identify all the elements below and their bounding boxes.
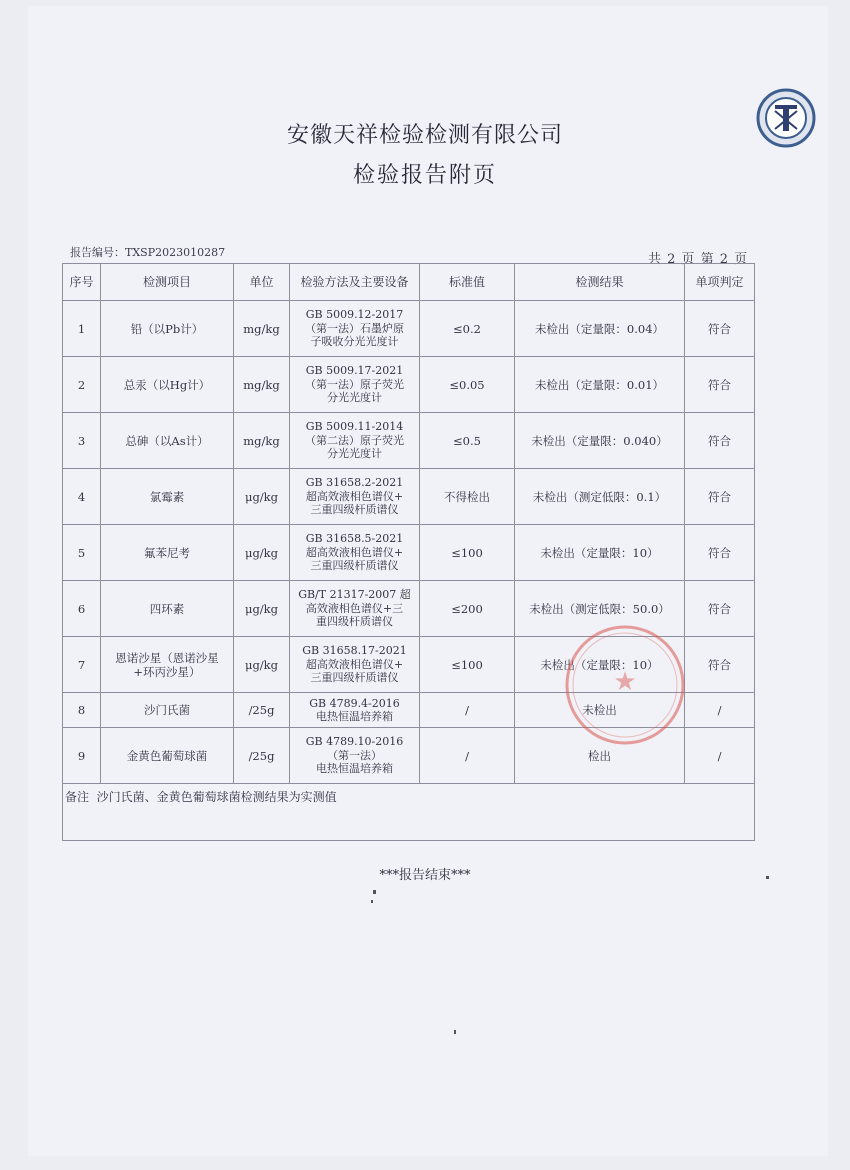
row-result: 未检出（测定低限：0.1）: [515, 469, 685, 525]
row-standard: ≤100: [420, 637, 515, 693]
row-item: 金黄色葡萄球菌: [101, 728, 234, 784]
method-line: 分光光度计: [327, 447, 382, 461]
table-row: [63, 469, 755, 525]
table-row: [63, 525, 755, 581]
col-header: 检测项目: [101, 264, 234, 301]
method-line: GB 5009.12-2017: [305, 308, 404, 322]
row-method: [290, 413, 420, 469]
row-unit: mg/kg: [234, 357, 290, 413]
method-line: GB 31658.2-2021: [305, 476, 404, 490]
company-name: 安徽天祥检验检测有限公司: [286, 123, 563, 148]
table-row: [63, 357, 755, 413]
row-result: 未检出（测定低限：50.0）: [515, 581, 685, 637]
row-standard: ≤0.5: [420, 413, 515, 469]
row-unit: μg/kg: [234, 581, 290, 637]
row-unit: /25g: [234, 728, 290, 784]
row-result: 未检出（定量限：0.04）: [515, 301, 685, 357]
row-no: 2: [63, 357, 101, 413]
remark-cell: [63, 784, 755, 841]
remark-text: 沙门氏菌、金黄色葡萄球菌检测结果为实测值: [96, 790, 337, 804]
row-method: [290, 693, 420, 728]
table-header-row: [63, 264, 755, 301]
method-line: GB 5009.17-2021: [305, 364, 404, 378]
method-line: 三重四级杆质谱仪: [310, 671, 399, 685]
row-no: 9: [63, 728, 101, 784]
row-item: 沙门氏菌: [101, 693, 234, 728]
col-header: 单项判定: [685, 264, 755, 301]
method-line: （第一法）原子荧光: [305, 377, 404, 391]
row-standard: 不得检出: [420, 469, 515, 525]
row-standard: ≤0.2: [420, 301, 515, 357]
method-line: 三重四级杆质谱仪: [310, 559, 399, 573]
report-end: ***报告结束***: [379, 868, 471, 883]
row-standard: /: [420, 728, 515, 784]
method-line: GB 4789.10-2016: [305, 735, 404, 749]
method-line: 电热恒温培养箱: [316, 762, 393, 776]
row-result: 未检出（定量限：0.01）: [515, 357, 685, 413]
row-verdict: 符合: [685, 357, 755, 413]
method-line: 超高效液相色谱仪+: [305, 489, 404, 503]
row-no: 6: [63, 581, 101, 637]
row-method: [290, 728, 420, 784]
page-info: 共 2 页 第 2 页: [648, 252, 749, 267]
row-item: 总汞（以Hg计）: [101, 357, 234, 413]
row-no: 1: [63, 301, 101, 357]
method-line: GB 5009.11-2014: [305, 420, 404, 434]
remark-row: [63, 784, 755, 841]
table-row: [63, 413, 755, 469]
row-result: 未检出（定量限：10）: [515, 637, 685, 693]
row-result: 未检出: [515, 693, 685, 728]
method-line: （第二法）原子荧光: [305, 433, 404, 447]
row-unit: μg/kg: [234, 525, 290, 581]
col-header: 检测结果: [515, 264, 685, 301]
row-verdict: 符合: [685, 469, 755, 525]
table-row: [63, 301, 755, 357]
scan-speck: [454, 1030, 456, 1034]
remark-label: 备注: [65, 790, 90, 804]
method-line: 超高效液相色谱仪+: [305, 657, 404, 671]
row-no: 3: [63, 413, 101, 469]
method-line: GB/T 21317-2007 超: [298, 588, 411, 602]
row-verdict: 符合: [685, 525, 755, 581]
method-line: GB 4789.4-2016: [309, 696, 400, 710]
report-number: 报告编号：TXSP2023010287: [70, 246, 226, 259]
method-line: 子吸收分光光度计: [310, 335, 399, 349]
table-row: [63, 581, 755, 637]
row-standard: ≤100: [420, 525, 515, 581]
method-line: GB 31658.17-2021: [302, 644, 407, 658]
row-verdict: 符合: [685, 581, 755, 637]
row-standard: ≤0.05: [420, 357, 515, 413]
method-line: 分光光度计: [327, 391, 382, 405]
item-line: +环丙沙星）: [133, 664, 201, 679]
row-verdict: /: [685, 728, 755, 784]
row-item: [101, 637, 234, 693]
row-method: [290, 525, 420, 581]
row-verdict: 符合: [685, 413, 755, 469]
table-row: [63, 693, 755, 728]
table-row: [63, 728, 755, 784]
row-verdict: /: [685, 693, 755, 728]
row-method: [290, 581, 420, 637]
scan-speck: [373, 890, 376, 894]
row-unit: mg/kg: [234, 413, 290, 469]
table-row: [63, 637, 755, 693]
row-item: 四环素: [101, 581, 234, 637]
row-method: [290, 301, 420, 357]
scan-speck: [766, 876, 769, 879]
row-unit: /25g: [234, 693, 290, 728]
method-line: 高效液相色谱仪+三: [305, 601, 404, 615]
row-result: 未检出（定量限：10）: [515, 525, 685, 581]
row-unit: μg/kg: [234, 637, 290, 693]
col-header: 序号: [63, 264, 101, 301]
item-line: 恩诺沙星（恩诺沙星: [115, 650, 219, 665]
method-line: 电热恒温培养箱: [316, 710, 393, 723]
row-standard: ≤200: [420, 581, 515, 637]
method-line: GB 31658.5-2021: [305, 532, 404, 546]
page-title: 检验报告附页: [352, 163, 497, 188]
row-standard: /: [420, 693, 515, 728]
col-header: 标准值: [420, 264, 515, 301]
row-unit: mg/kg: [234, 301, 290, 357]
row-result: 检出: [515, 728, 685, 784]
method-line: 三重四级杆质谱仪: [310, 503, 399, 517]
row-no: 7: [63, 637, 101, 693]
row-no: 5: [63, 525, 101, 581]
row-unit: μg/kg: [234, 469, 290, 525]
col-header: 单位: [234, 264, 290, 301]
row-no: 8: [63, 693, 101, 728]
inspection-table: [62, 263, 755, 841]
row-item: 氟苯尼考: [101, 525, 234, 581]
scan-speck: [371, 900, 373, 903]
row-method: [290, 469, 420, 525]
method-line: （第一法）: [327, 748, 382, 762]
row-verdict: 符合: [685, 301, 755, 357]
col-header: 检验方法及主要设备: [290, 264, 420, 301]
row-result: 未检出（定量限：0.040）: [515, 413, 685, 469]
row-no: 4: [63, 469, 101, 525]
row-method: [290, 637, 420, 693]
method-line: （第一法）石墨炉原: [305, 321, 404, 335]
row-verdict: 符合: [685, 637, 755, 693]
row-item: 总砷（以As计）: [101, 413, 234, 469]
row-method: [290, 357, 420, 413]
svg-text:★: ★: [613, 667, 637, 697]
method-line: 超高效液相色谱仪+: [305, 545, 404, 559]
row-item: 铅（以Pb计）: [101, 301, 234, 357]
method-line: 重四级杆质谱仪: [316, 615, 393, 629]
row-item: 氯霉素: [101, 469, 234, 525]
